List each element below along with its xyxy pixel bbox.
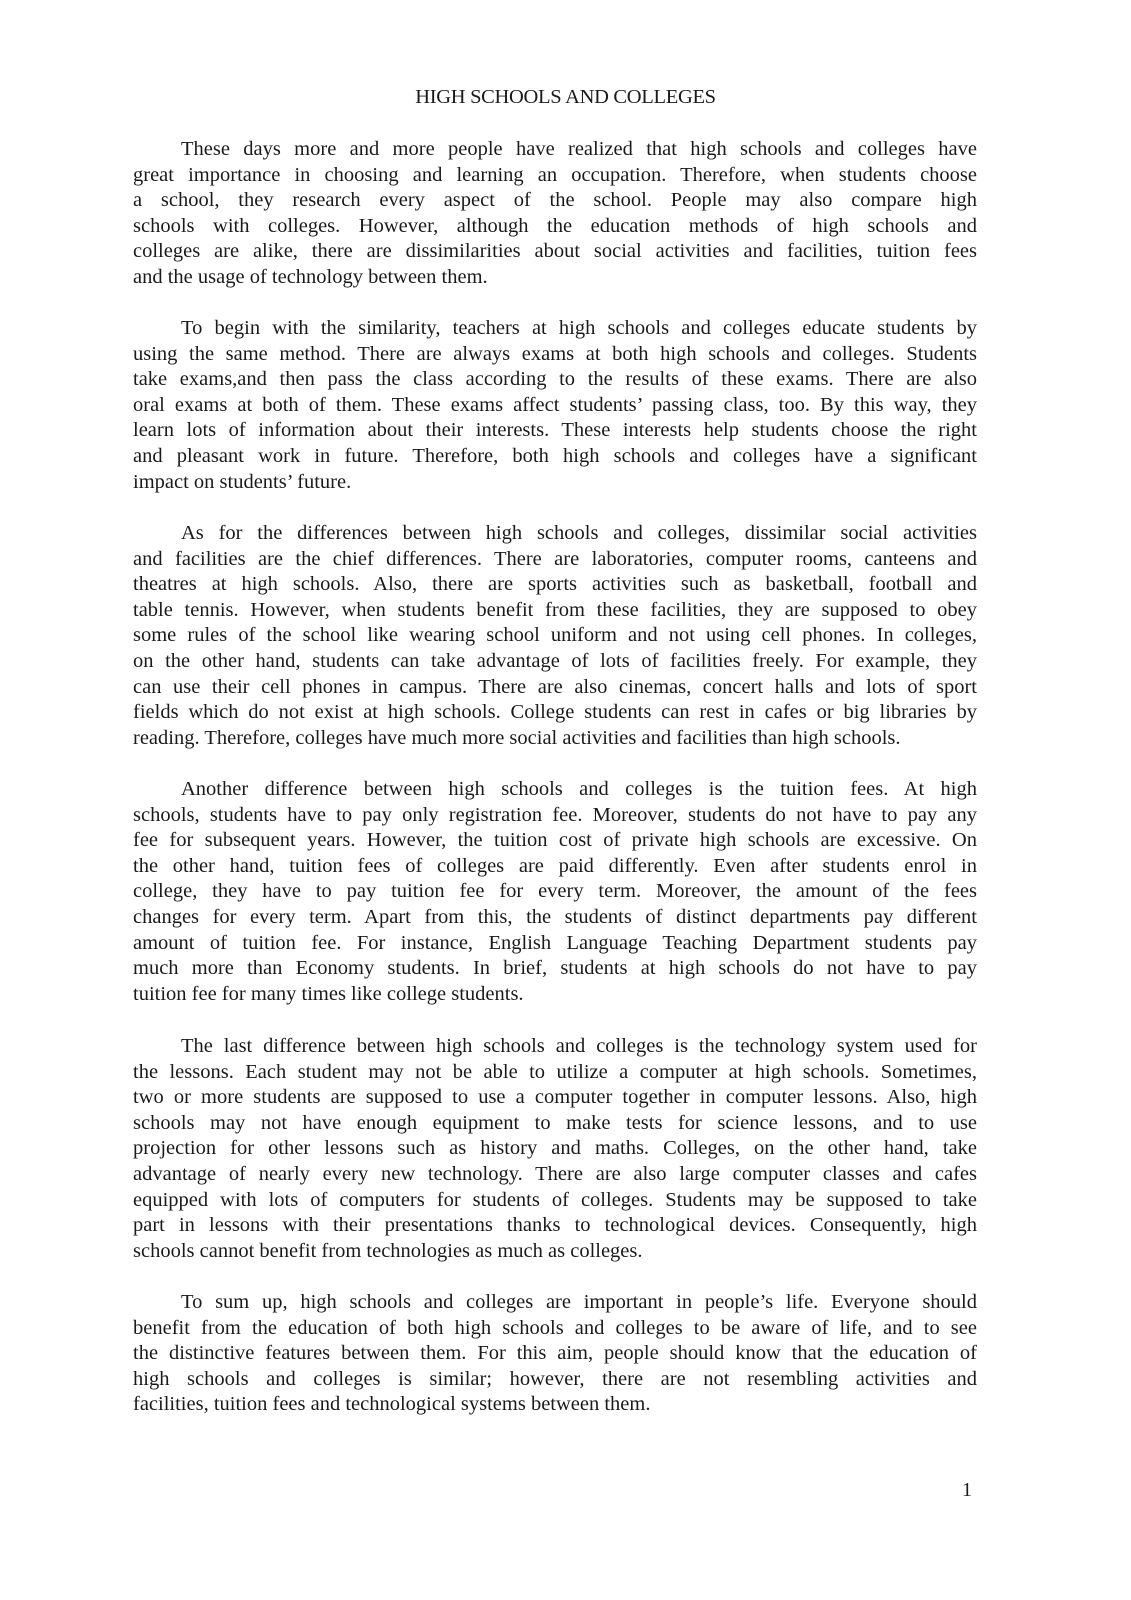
text-line: the lessons. Each student may not be able to utilize a computer at high schools. Sometimes,: [133, 1060, 977, 1083]
text-line: on the other hand, students can take advantage of lots of facilities freely. For example, they: [133, 649, 977, 672]
paragraph-social-activities: [133, 521, 977, 751]
text-line: schools may not have enough equipment to make tests for science lessons, and to use: [133, 1111, 977, 1134]
paragraph-conclusion: [133, 1290, 977, 1418]
text-line: changes for every term. Apart from this, the students of distinct departments pay different: [133, 905, 977, 928]
text-line: high schools and colleges is similar; however, there are not resembling activities and: [133, 1367, 977, 1390]
text-line: impact on students’ future.: [133, 470, 352, 493]
paragraph-similarity: [133, 316, 977, 495]
text-line: To sum up, high schools and colleges are important in people’s life. Everyone should: [181, 1291, 977, 1313]
text-line: the distinctive features between them. For this aim, people should know that the education of: [133, 1342, 977, 1365]
text-line: learn lots of information about their interests. These interests help students choose the right: [133, 419, 977, 442]
text-line: schools cannot benefit from technologies as much as colleges.: [133, 1239, 643, 1262]
text-line: the other hand, tuition fees of colleges are paid differently. Even after students enrol in: [133, 854, 977, 877]
text-line: These days more and more people have realized that high schools and colleges have: [181, 138, 977, 160]
text-line: and facilities are the chief differences. There are laboratories, computer rooms, canteens and: [133, 547, 977, 570]
text-line: The last difference between high schools and colleges is the technology system used for: [181, 1035, 977, 1057]
text-line: fields which do not exist at high schools. College students can rest in cafes or big libraries by: [133, 701, 977, 724]
text-line: Another difference between high schools and colleges is the tuition fees. At high: [181, 778, 977, 800]
text-line: projection for other lessons such as history and maths. Colleges, on the other hand, take: [133, 1137, 977, 1160]
text-line: take exams,and then pass the class according to the results of these exams. There are also: [133, 368, 977, 391]
text-line: and the usage of technology between them.: [133, 265, 488, 288]
paragraph-technology: [133, 1034, 977, 1264]
text-line: To begin with the similarity, teachers at high schools and colleges educate students by: [181, 317, 977, 339]
text-line: schools, students have to pay only registration fee. Moreover, students do not have to pay any: [133, 803, 977, 826]
text-line: fee for subsequent years. However, the tuition cost of private high schools are excessive. On: [133, 829, 977, 852]
text-line: reading. Therefore, colleges have much more social activities and facilities than high schools.: [133, 726, 901, 749]
text-line: equipped with lots of computers for students of colleges. Students may be supposed to take: [133, 1188, 977, 1211]
paragraph-introduction: [133, 137, 977, 291]
text-line: much more than Economy students. In brief, students at high schools do not have to pay: [133, 957, 977, 980]
text-line: tuition fee for many times like college students.: [133, 982, 524, 1005]
text-line: two or more students are supposed to use a computer together in computer lessons. Also, high: [133, 1086, 977, 1109]
text-line: a school, they research every aspect of the school. People may also compare high: [133, 189, 977, 212]
text-line: table tennis. However, when students benefit from these facilities, they are supposed to obey: [133, 598, 977, 621]
text-line: college, they have to pay tuition fee for every term. Moreover, the amount of the fees: [133, 880, 977, 903]
text-line: can use their cell phones in campus. There are also cinemas, concert halls and lots of sport: [133, 675, 977, 698]
text-line: advantage of nearly every new technology. There are also large computer classes and cafes: [133, 1162, 977, 1185]
text-line: oral exams at both of them. These exams affect students’ passing class, too. By this way, they: [133, 393, 977, 416]
text-line: facilities, tuition fees and technological systems between them.: [133, 1393, 651, 1416]
text-line: part in lessons with their presentations thanks to technological devices. Consequently, high: [133, 1214, 977, 1237]
text-line: colleges are alike, there are dissimilarities about social activities and facilities, tuition fees: [133, 240, 977, 263]
text-line: As for the differences between high schools and colleges, dissimilar social activities: [181, 522, 977, 544]
paragraph-tuition-fees: [133, 777, 977, 1007]
text-line: benefit from the education of both high schools and colleges to be aware of life, and to see: [133, 1316, 977, 1339]
text-line: schools with colleges. However, although the education methods of high schools and: [133, 214, 977, 237]
document-title: HIGH SCHOOLS AND COLLEGES: [415, 86, 716, 108]
text-line: amount of tuition fee. For instance, English Language Teaching Department students pay: [133, 931, 977, 954]
text-line: theatres at high schools. Also, there are sports activities such as basketball, football and: [133, 573, 977, 596]
text-line: using the same method. There are always exams at both high schools and colleges. Students: [133, 342, 977, 365]
text-line: great importance in choosing and learning an occupation. Therefore, when students choose: [133, 163, 977, 186]
page-number: 1: [962, 1479, 972, 1501]
text-line: some rules of the school like wearing school uniform and not using cell phones. In colleges,: [133, 624, 977, 647]
text-line: and pleasant work in future. Therefore, both high schools and colleges have a significant: [133, 444, 977, 467]
